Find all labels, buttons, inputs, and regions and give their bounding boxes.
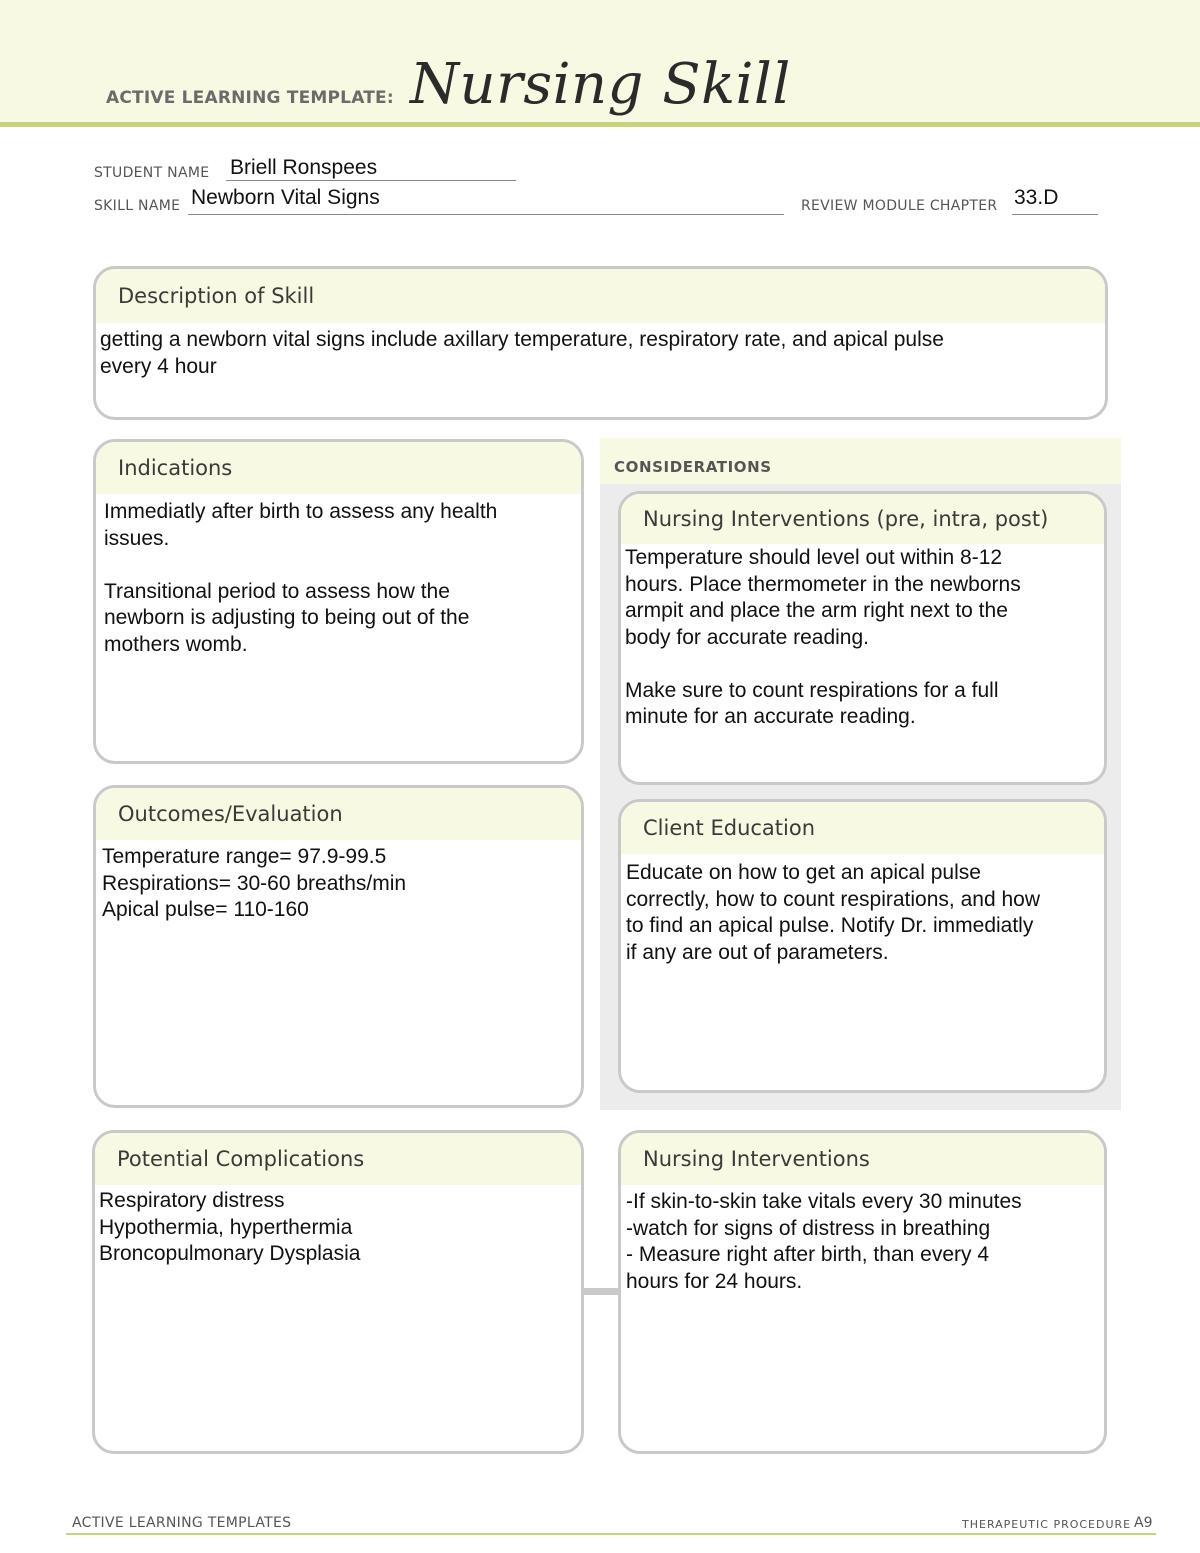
indications-text[interactable]: Immediatly after birth to assess any health issues. Transitional period to assess how the newborn is adjusting to being out of the mothers womb. [104, 500, 498, 656]
skill-name-field[interactable]: Newborn Vital Signs [191, 186, 380, 209]
description-text[interactable]: getting a newborn vital signs include axillary temperature, respiratory rate, and apical pulse every 4 hour [100, 328, 944, 378]
nursing-interventions-pip-text[interactable]: Temperature should level out within 8-12 hours. Place thermometer in the newborns armpit and place the arm right next to the body for accurate reading. Make sure to count respirations for a full minute for an accurate reading. [625, 546, 1021, 728]
nursing-interventions-card [618, 1130, 1107, 1454]
student-name-line [226, 180, 516, 181]
complications-card [92, 1130, 584, 1454]
outcomes-heading: Outcomes/Evaluation [96, 788, 581, 840]
description-card [93, 266, 1108, 420]
page-title: Nursing Skill [410, 52, 791, 117]
nursing-interventions-pip-card [618, 491, 1107, 785]
page-number: A9 [1134, 1515, 1153, 1531]
review-module-line [1012, 214, 1098, 215]
description-heading: Description of Skill [96, 269, 1105, 323]
indications-heading: Indications [96, 442, 581, 494]
considerations-label: CONSIDERATIONS [614, 458, 772, 476]
footer-divider [66, 1533, 1156, 1535]
review-module-label: REVIEW MODULE CHAPTER [801, 198, 998, 214]
client-education-heading: Client Education [621, 802, 1104, 854]
student-name-field[interactable]: Briell Ronspees [230, 156, 378, 179]
nursing-interventions-heading: Nursing Interventions [621, 1133, 1104, 1185]
nursing-interventions-pip-heading: Nursing Interventions (pre, intra, post) [621, 494, 1104, 544]
footer-left-label: ACTIVE LEARNING TEMPLATES [72, 1515, 292, 1531]
indications-card [93, 439, 584, 764]
client-education-card [618, 799, 1107, 1093]
outcomes-card [93, 785, 584, 1108]
footer-right-label: THERAPEUTIC PROCEDURE [962, 1518, 1132, 1531]
complications-text[interactable]: Respiratory distress Hypothermia, hyperthermia Broncopulmonary Dysplasia [99, 1189, 361, 1265]
outcomes-text[interactable]: Temperature range= 97.9-99.5 Respirations= 30-60 breaths/min Apical pulse= 110-160 [102, 845, 407, 921]
skill-name-label: SKILL NAME [94, 198, 181, 214]
review-module-field[interactable]: 33.D [1014, 186, 1059, 209]
header-divider [0, 122, 1200, 127]
skill-name-line [188, 214, 784, 215]
template-label: ACTIVE LEARNING TEMPLATE: [106, 88, 394, 108]
nursing-interventions-text[interactable]: -If skin-to-skin take vitals every 30 minutes -watch for signs of distress in breathing - Measure right after birth, than every 4 hours for 24 hours. [626, 1190, 1022, 1293]
student-name-label: STUDENT NAME [94, 165, 210, 181]
complications-heading: Potential Complications [95, 1133, 581, 1185]
connector-bar [583, 1288, 620, 1295]
client-education-text[interactable]: Educate on how to get an apical pulse correctly, how to count respirations, and how to find an apical pulse. Notify Dr. immediatly if any are out of parameters. [626, 861, 1040, 964]
